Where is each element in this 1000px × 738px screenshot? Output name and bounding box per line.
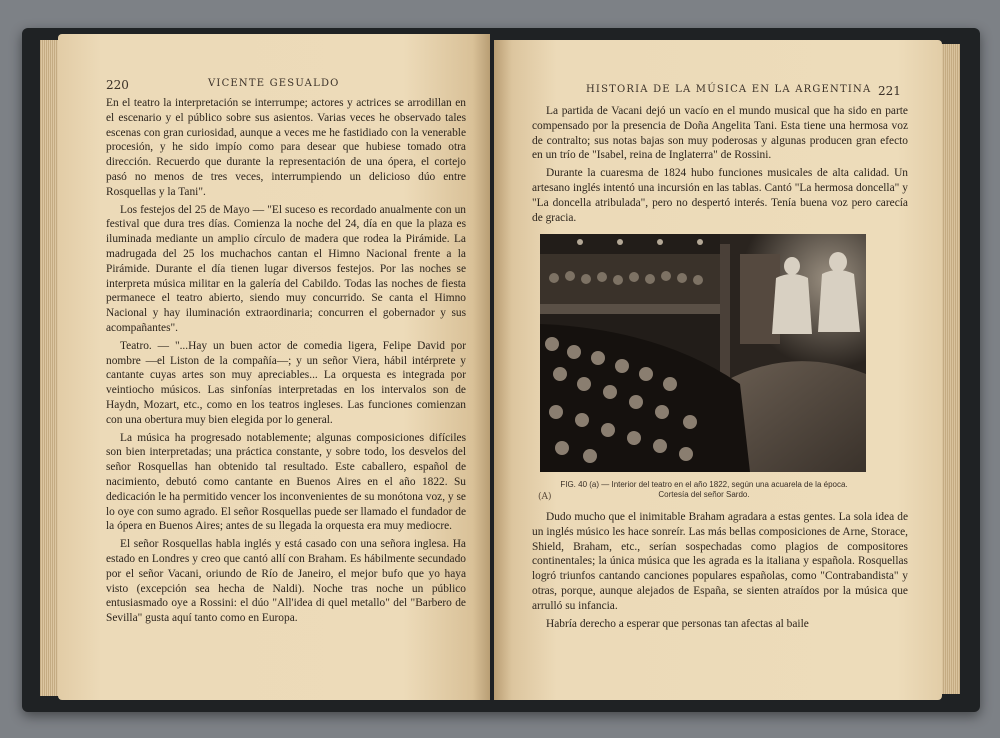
paragraph: Durante la cuaresma de 1824 hubo funciones musicales de alta calidad. Un artesano inglés intentó una incursión en las tablas. Cantó "La hermosa doncella" y "La doncella atribulada", pero no despertó interés. Tenía buena voz pero carecía de gracia.	[532, 167, 908, 224]
paragraph: Dudo mucho que el inimitable Braham agradara a estas gentes. La sola idea de un inglés músico les hace sonreír. Las más bellas composiciones de Arne, Storace, Shield, Braham, etc., serían sospechadas como plagios de compositores continentales; la única música que les agrada es la italiana y española. Rosquellas logró triunfos cantando canciones populares españolas, como "Contrabandista" y otras, porque, aunque alejados de España, se sienten atraídos por la música que arrulló su infancia.	[532, 511, 908, 612]
right-page-text-bottom	[532, 510, 908, 634]
page-number-right: 221	[878, 84, 901, 98]
paragraph: Los festejos del 25 de Mayo — "El suceso es recordado anualmente con un festival que dura tres días. Comienza la noche del 24, día en que la plaza es iluminada mediante un amplio círculo de madera que rodea la Pirámide. La madrugada del 25 los muchachos cantan el Himno Nacional frente a la Pirámide. Durante el día tienen lugar diversos festejos. Por las noches se interpreta música militar en la galería del Cabildo. Todas las noches de fiesta permanece el teatro abierto, siendo muy concurrido. Se canta el Himno Nacional y hay iluminación extraordinaria; concurren el gobernador y sus acompañantes".	[106, 203, 466, 334]
paragraph: En el teatro la interpretación se interrumpe; actores y actrices se arrodillan en el escenario y el público sobre sus asientos. Varias veces he observado tales escenas con gran curiosidad, aunque a veces me he fastidiado con la venerable procesión, y he sido impío como para desear que hubiese tomado otra dirección. Recuerdo que durante la representación de una ópera, el cortejo pasó no menos de tres veces, interrumpiendo un delicioso dúo entre Rosquellas y la Tani".	[106, 97, 466, 198]
paragraph: El señor Rosquellas habla inglés y está casado con una señora inglesa. Ha estado en Londres y creo que cantó allí con Braham. Es hábilmente secundado por el señor Vacani, oriundo de Río de Janeiro, el mejor bufo que yo haya visto (excepción sea hecha de Naldi). Noche tras noche un público entusiasmado oye a Rossini: el dúo "All'idea di quel metallo" del "Barbero de Sevilla" gusta aquí tanto como en Europa.	[106, 538, 466, 625]
right-page	[494, 40, 942, 700]
theatre-interior-image	[540, 234, 866, 472]
paragraph: Habría derecho a esperar que personas tan afectas al baile	[546, 617, 809, 630]
caption-line-1: FIG. 40 (a) — Interior del teatro en el año 1822, según una acuarela de la época.	[560, 480, 848, 489]
left-page-edges	[40, 40, 60, 696]
paragraph: La música ha progresado notablemente; algunas composiciones difíciles son bien interpretadas; una práctica constante, y sobre todo, los desvelos del señor Rosquellas han obtenido tal resultado. Este caballero, español de nacimiento, debutó como cantante en Buenos Aires en el año 1822. Su dedicación le ha permitido vencer los inconvenientes de su monótona voz, y se lo oye con sumo agrado. El señor Rosquellas puede ser llamado el fundador de la ópera en Buenos Aires; antes de su llegada la orquesta era muy mediocre.	[106, 431, 466, 533]
paragraph: Teatro. — "...Hay un buen actor de comedia ligera, Felipe David por nombre —el Liston de la compañía—; y un señor Viera, hábil intérprete y cantante cuyas artes son muy apreciables... La orquesta es integrada por veintiocho músicos. Las sinfonías interpretadas en los intervalos son de Haydn, Mozart, etc., como en los teatros ingleses. Las funciones comienzan con una obertura muy bien elegida por lo general.	[106, 339, 466, 426]
paragraph: La partida de Vacani dejó un vacío en el mundo musical que ha sido en parte compensado por la presencia de Doña Angelita Tani. Esta tiene una hermosa voz de contralto; sus notas bajas son muy poderosas y algunas producen gran efecto en un trío de "Isabel, reina de Inglaterra" de Rossini.	[532, 105, 908, 162]
caption-mark: (A)	[538, 492, 552, 502]
figure-caption	[538, 480, 870, 500]
running-head-right: HISTORIA DE LA MÚSICA EN LA ARGENTINA	[586, 84, 872, 95]
caption-line-2: Cortesía del señor Sardo.	[658, 490, 750, 499]
theatre-illustration	[540, 234, 866, 472]
page-number-left: 220	[106, 78, 129, 92]
left-page	[58, 34, 490, 700]
running-head-left: VICENTE GESUALDO	[208, 78, 340, 89]
left-page-text	[106, 96, 466, 629]
right-page-text-top	[532, 104, 908, 228]
